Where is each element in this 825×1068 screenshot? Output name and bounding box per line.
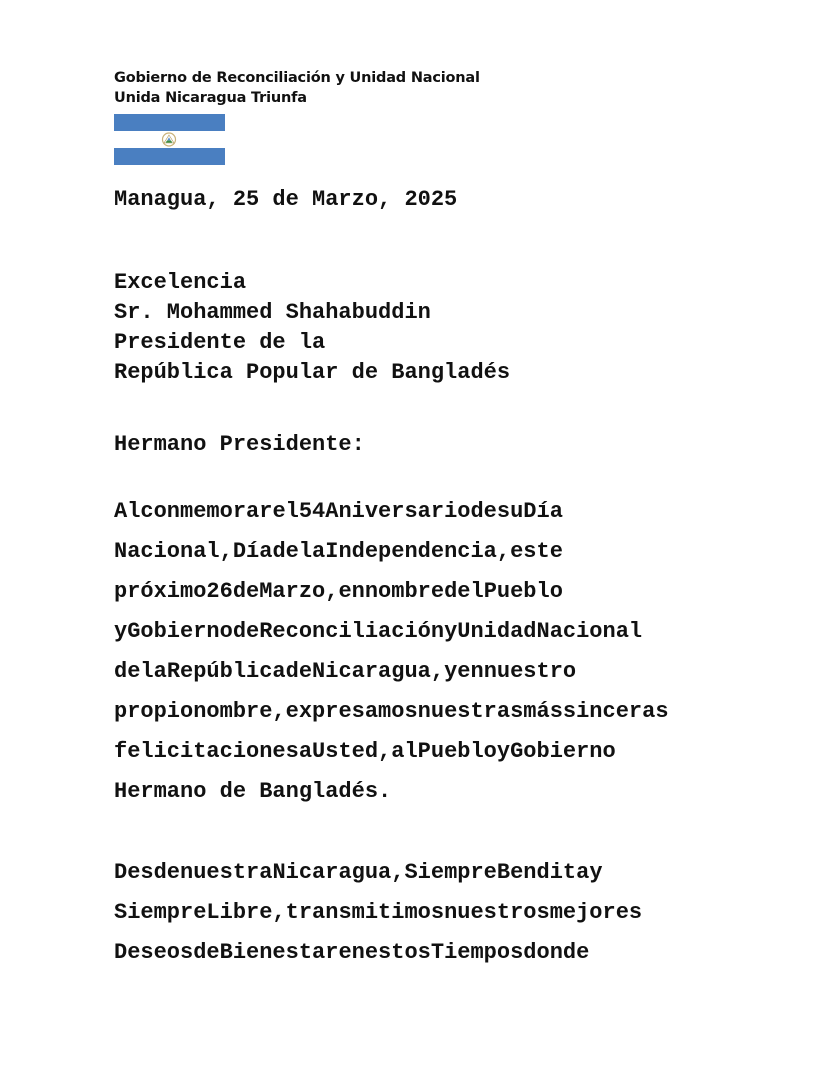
paragraph-line: yGobiernodeReconciliaciónyUnidadNacional xyxy=(114,619,643,644)
coat-of-arms-icon xyxy=(161,132,177,147)
nicaragua-flag-icon xyxy=(114,114,225,165)
paragraph-line: felicitacionesaUsted,alPuebloyGobierno xyxy=(114,739,616,764)
greeting: Hermano Presidente: xyxy=(114,432,365,457)
recipient-name: Sr. Mohammed Shahabuddin xyxy=(114,300,431,325)
paragraph-line: Nacional,DíadelaIndependencia,este xyxy=(114,539,563,564)
paragraph-line: DeseosdeBienestarenestosTiemposdonde xyxy=(114,940,590,965)
recipient-position: Presidente de la xyxy=(114,330,326,355)
body-paragraph-1 xyxy=(114,492,711,812)
letterhead-motto: Unida Nicaragua Triunfa xyxy=(114,90,307,106)
letter-date: Managua, 25 de Marzo, 2025 xyxy=(114,187,458,212)
paragraph-line: propionombre,expresamosnuestrasmássinceras xyxy=(114,699,669,724)
paragraph-line: DesdenuestraNicaragua,SiempreBenditay xyxy=(114,860,603,885)
flag-top-band xyxy=(114,114,225,131)
recipient-country: República Popular de Bangladés xyxy=(114,360,511,385)
flag-bottom-band xyxy=(114,148,225,165)
paragraph-line: próximo26deMarzo,ennombredelPueblo xyxy=(114,579,563,604)
paragraph-line: delaRepúblicadeNicaragua,yennuestro xyxy=(114,659,577,684)
paragraph-line: Hermano de Bangladés. xyxy=(114,779,392,804)
body-paragraph-2 xyxy=(114,853,711,973)
letterhead xyxy=(114,68,480,108)
letterhead-government-name: Gobierno de Reconciliación y Unidad Nacional xyxy=(114,70,480,86)
paragraph-line: Alconmemorarel54AniversariodesuDía xyxy=(114,499,563,524)
flag-middle-band xyxy=(114,131,225,148)
paragraph-line: SiempreLibre,transmitimosnuestrosmejores xyxy=(114,900,643,925)
recipient-title: Excelencia xyxy=(114,270,247,295)
